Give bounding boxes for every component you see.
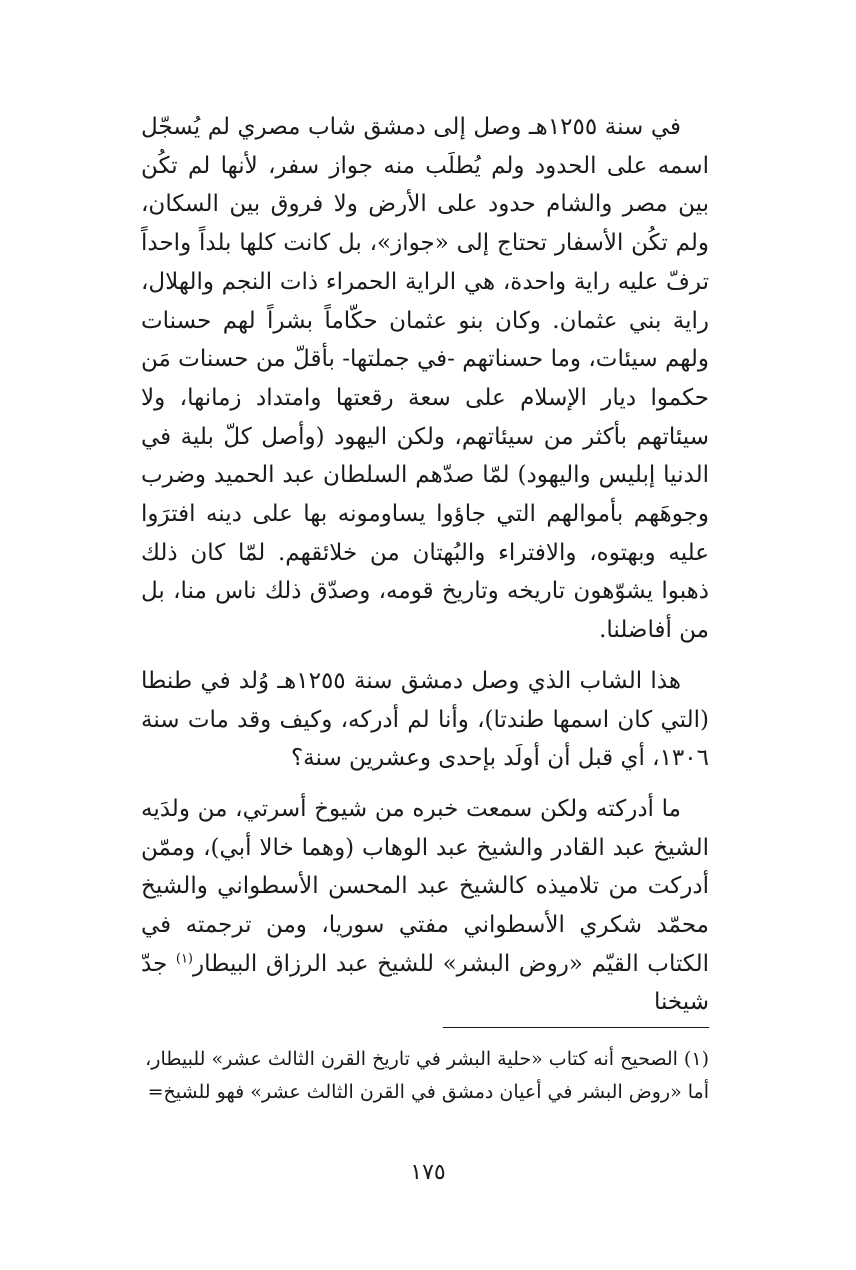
paragraph-3-text: ما أدركته ولكن سمعت خبره من شيوخ أسرتي، من ولدَيه الشيخ عبد القادر والشيخ عبد الوهاب (وهما خالا أبي)، وممّن أدركت من تلاميذه كالشيخ عبد المحسن الأسطواني والشيخ محمّد شكري الأسطواني مفتي سوريا، ومن ترجمته في الكتاب القيّم «روض البشر» للشيخ عبد الرزاق البيطار [141, 795, 709, 977]
paragraph-3 [141, 790, 709, 1022]
footnote-line-1: (١) الصحيح أنه كتاب «حلية البشر في تاريخ القرن الثالث عشر» للبيطار، [145, 1048, 709, 1070]
footnote-line-2: أما «روض البشر في أعيان دمشق في القرن الثالث عشر» فهو للشيخ= [147, 1081, 709, 1103]
paragraph-1: في سنة ١٢٥٥هـ وصل إلى دمشق شاب مصري لم يُسجّل اسمه على الحدود ولم يُطلَب منه جواز سفر، لأنها لم تكُن بين مصر والشام حدود على الأرض ولا فروق بين السكان، ولم تكُن الأسفار تحتاج إلى «جواز»، بل كانت كلها بلداً واحداً ترفّ عليه راية واحدة، هي الراية الحمراء ذات النجم والهلال، راية بني عثمان. وكان بنو عثمان حكّاماً بشراً لهم حسنات ولهم سيئات، وما حسناتهم -في جملتها- بأقلّ من حسنات مَن حكموا ديار الإسلام على سعة رقعتها وامتداد زمانها، ولا سيئاتهم بأكثر من سيئاتهم، ولكن اليهود (وأصل كلّ بلية في الدنيا إبليس واليهود) لمّا صدّهم السلطان عبد الحميد وضرب وجوهَهم بأموالهم التي جاؤوا يساومونه بها على دينه افترَوا عليه وبهتوه، والافتراء والبُهتان من خلائقهم. لمّا كان ذلك ذهبوا يشوّهون تاريخه وتاريخ قومه، وصدّق ذلك ناس منا، بل من أفاضلنا. [141, 114, 709, 644]
footnotes [141, 1043, 709, 1109]
paragraph-3-continuation: جدّ شيخنا [141, 950, 709, 1016]
paragraph-2: هذا الشاب الذي وصل دمشق سنة ١٢٥٥هـ وُلد في طنطا (التي كان اسمها طندتا)، وأنا لم أدركه، وكيف وقد مات سنة ١٣٠٦، أي قبل أن أولَد بإحدى وعشرين سنة؟ [141, 667, 709, 772]
body-text [141, 108, 709, 1034]
footnote-separator [443, 1027, 709, 1028]
footnote-reference-mark: (١) [175, 951, 193, 967]
page-number: ١٧٥ [410, 1160, 446, 1185]
